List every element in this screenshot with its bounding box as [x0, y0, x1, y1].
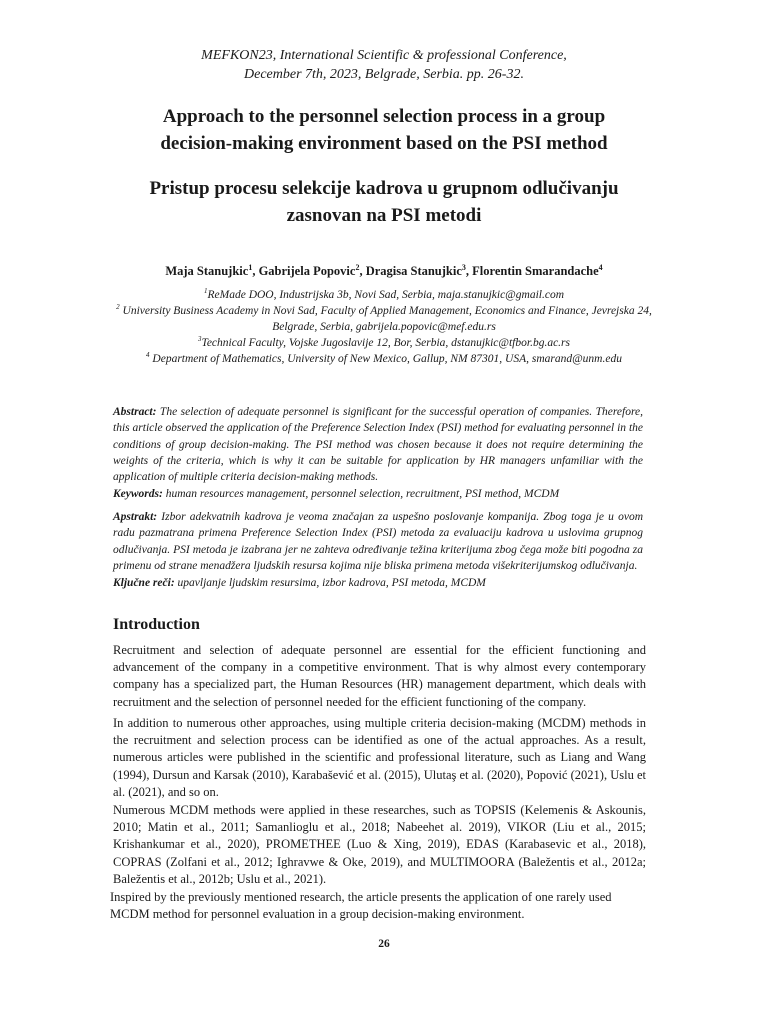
abstract-text: The selection of adequate personnel is significant for the successful operation of companies. Therefore, this article observed the application of the Preference Selection Index (PSI) method for evaluating personnel in the conditions of group decision-making. The PSI method was chosen because it does not require determining the weights of the criteria, which is why it can be suitable for application by HR managers unfamiliar with the application of multiple criteria decision-making methods.	[113, 406, 644, 484]
author-mark: 4	[598, 263, 603, 272]
author-name: Florentin Smarandache	[472, 264, 599, 279]
section-heading-introduction: Introduction	[113, 616, 200, 633]
abstract-label: Apstrakt:	[113, 511, 158, 523]
page-number: 26	[378, 938, 390, 950]
affiliation-2	[100, 299, 668, 335]
author-name: Dragisa Stanujkic	[365, 264, 462, 279]
affiliation-text: Department of Mathematics, University of New Mexico, Gallup, NM 87301, USA, smarand@unm.edu	[152, 352, 622, 365]
affiliation-text: University Business Academy in Novi Sad, Faculty of Applied Management, Economics and Finance, Jevrejska 24, Belgrade, Serbia, gabrijela.popovic@mef.edu.rs	[122, 304, 652, 333]
title-serbian	[0, 175, 768, 229]
abstract-label: Abstract:	[113, 406, 157, 418]
abstract-text: Izbor adekvatnih kadrova je veoma značajan za uspešno poslovanje kompanija. Zbog toga je u ovom radu pazmatrana primena Preference Selection Index (PSI) metoda za evaluaciju kadrova u uslovima grupnog odlučivanja. PSI metoda je izabrana jer ne zahteva određivanje težina kriterijuma zbog čega može biti pogodna za primenu od strane menadžera ljudskih resursa kojima nije bliska primena metoda višekriterijumskog odlučivanja.	[113, 511, 644, 572]
keywords-english	[113, 486, 643, 502]
author-name: Maja Stanujkic	[165, 264, 249, 279]
keywords-text: upavljanje ljudskim resursima, izbor kadrova, PSI metoda, MCDM	[177, 577, 486, 589]
paragraph: Inspired by the previously mentioned research, the article presents the application of one rarely used MCDM method for personnel evaluation in a group decision-making environment.	[110, 890, 612, 922]
keywords-label: Ključne reči:	[113, 577, 175, 589]
keywords-serbian	[113, 575, 643, 591]
affiliation-text: Technical Faculty, Vojske Jugoslavije 12, Bor, Serbia, dstanujkic@tfbor.bg.ac.rs	[201, 336, 571, 349]
paragraph: Numerous MCDM methods were applied in these researches, such as TOPSIS (Kelemenis & Askounis, 2010; Matin et al., 2011; Samanlioglu et al., 2018; Nabeehet al. 2019), VIKOR (Liu et al., 2015; Krishankumar et al., 2020), PROMETHEE (Luo & Xing, 2019), EDAS (Karabasevic et al., 2018), COPRAS (Zolfani et al., 2012; Ighravwe & Oke, 2019), and MULTIMOORA (Baležentis et al., 2012a; Baležentis et al., 2012b; Uslu et al., 2021).	[113, 803, 646, 886]
affiliation-text: ReMade DOO, Industrijska 3b, Novi Sad, Serbia, maja.stanujkic@gmail.com	[207, 288, 564, 301]
keywords-text: human resources management, personnel selection, recruitment, PSI method, MCDM	[165, 488, 560, 500]
affiliation-mark: 2	[116, 303, 120, 311]
abstract-serbian	[113, 509, 643, 574]
title-english-line-1: Approach to the personnel selection process in a group	[162, 106, 606, 127]
conference-header	[0, 46, 768, 84]
title-english	[0, 103, 768, 157]
title-serbian-line-2: zasnovan na PSI metodi	[286, 205, 482, 226]
keywords-label: Keywords:	[113, 488, 163, 500]
conference-line-1: MEFKON23, International Scientific & professional Conference,	[201, 48, 567, 63]
conference-line-2: December 7th, 2023, Belgrade, Serbia. pp. 26-32.	[244, 67, 524, 82]
author-mark: 1	[248, 263, 253, 272]
paragraph: In addition to numerous other approaches, using multiple criteria decision-making (MCDM) methods in the recruitment and selection process can be identified as one of the actual approaches. As a result, numerous articles were published in the scientific and professional literature, such as Liang and Wang (1994), Dursun and Karsak (2010), Karabašević et al. (2015), Ulutaş et al. (2020), Popović (2021), Uslu et al. (2021), and so on.	[113, 716, 646, 799]
affiliation-mark: 4	[146, 351, 150, 359]
author-mark: 2	[355, 263, 360, 272]
author-name: Gabrijela Popovic	[258, 264, 356, 279]
affiliation-4	[100, 347, 668, 367]
author-list: Maja Stanujkic$^1$, Gabrijela Popovic$^2$, Dragisa Stanujkic$^3$, Florentin Smarandache$^4$	[165, 263, 603, 279]
title-english-line-2: decision-making environment based on the PSI method	[160, 133, 608, 154]
affiliation-mark: 3	[197, 335, 202, 343]
author-mark: 3	[461, 263, 466, 272]
title-serbian-line-1: Pristup procesu selekcije kadrova u grupnom odlučivanju	[149, 178, 619, 199]
affiliation-mark: 1	[204, 287, 208, 295]
paragraph: Recruitment and selection of adequate personnel are essential for the efficient functioning and advancement of the company in a competitive environment. That is why almost every contemporary company has a specialized part, the Human Resources (HR) management department, which deals with recruitment and the selection of personnel needed for the efficient functioning of the company.	[113, 643, 646, 709]
abstract-english	[113, 404, 643, 485]
